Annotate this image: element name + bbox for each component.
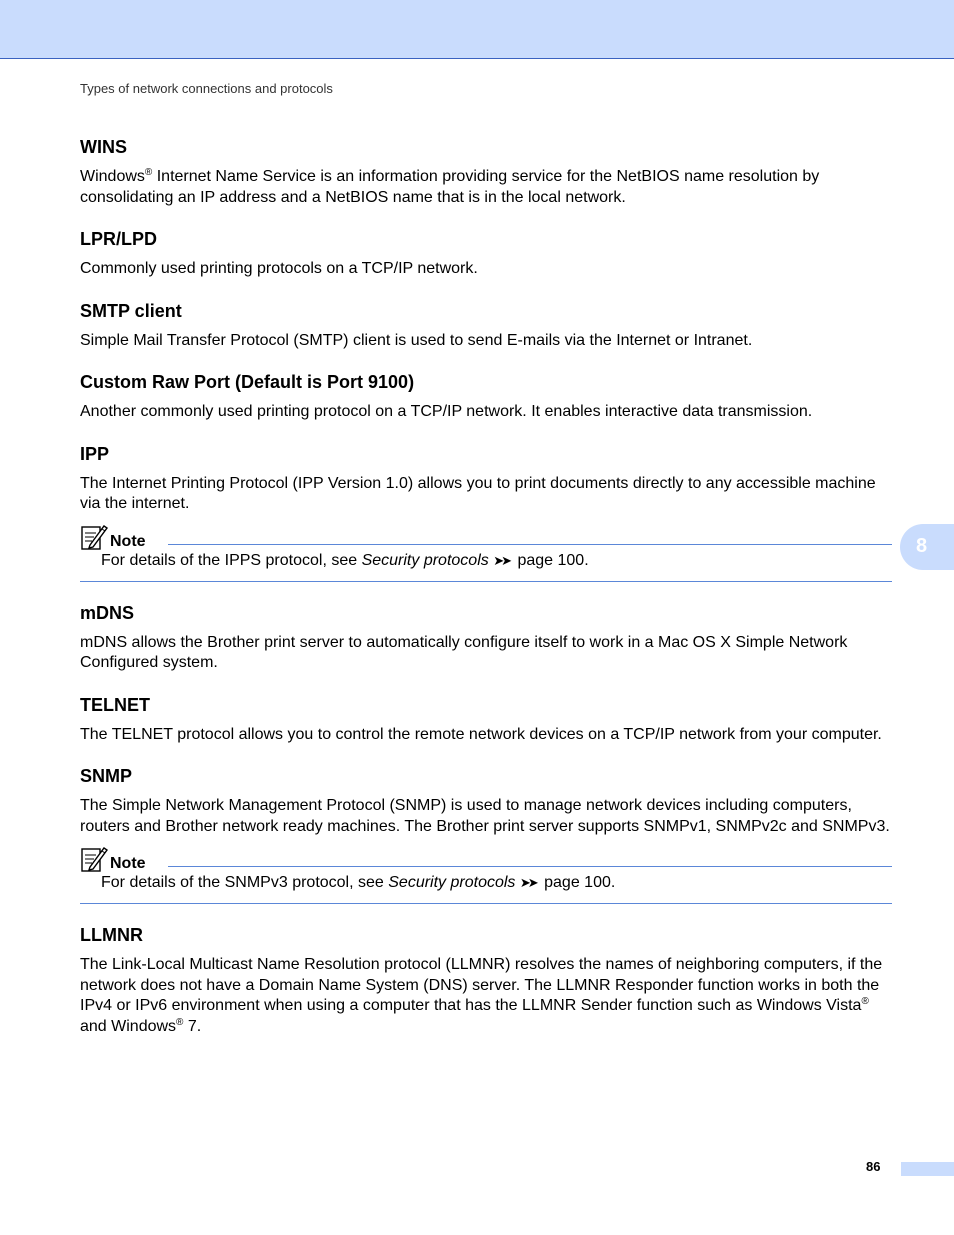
note-body (80, 551, 892, 571)
note-header (80, 527, 892, 551)
section-wins (80, 136, 892, 208)
chapter-number: 8 (916, 535, 928, 557)
note-body (80, 873, 892, 893)
section-body: Commonly used printing protocols on a TCP/IP network. (80, 260, 478, 277)
text-run: For details of the IPPS protocol, see (101, 551, 362, 569)
text-run: For details of the SNMPv3 protocol, see (101, 874, 389, 891)
note-rule (168, 544, 892, 545)
section-heading: SMTP client (80, 300, 182, 321)
text-run: The Link-Local Multicast Name Resolution protocol (LLMNR) resolves the names of neighboring computers, if the network does not have a Domain Name System (DNS) server. The LLMNR Responder function works in both the IPv4 or IPv6 environment when using a computer that has the LLMNR Sender function such as Windows Vista (80, 956, 883, 1014)
security-protocols-link[interactable]: Security protocols (361, 551, 489, 569)
note-header (80, 849, 892, 873)
section-heading: WINS (80, 137, 127, 157)
double-arrow-icon: ➤➤ (519, 875, 536, 890)
header-band (0, 0, 954, 59)
security-protocols-link[interactable]: Security protocols (388, 874, 516, 891)
section-custom-raw-port (80, 371, 892, 423)
page-number-bar (901, 1162, 954, 1176)
page-ref: page 100. (517, 551, 589, 569)
section-body: The TELNET protocol allows you to control the remote network devices on a TCP/IP network from your computer. (80, 725, 882, 743)
chapter-tab (900, 524, 954, 570)
section-llmnr (80, 924, 892, 1037)
section-heading: TELNET (80, 694, 150, 715)
section-heading: SNMP (80, 766, 133, 786)
note-ipps (80, 527, 892, 582)
section-body (80, 955, 892, 1037)
note-pencil-icon (80, 845, 108, 873)
note-snmpv3 (80, 849, 892, 904)
section-body: The Simple Network Management Protocol (SNMP) is used to manage network devices including computers, routers and Brother network ready machines. The Brother print server supports SNMPv1, SNMPv2c and SNMPv3. (80, 797, 890, 835)
section-telnet (80, 694, 892, 746)
page-content (80, 136, 892, 1057)
note-label: Note (110, 532, 146, 550)
running-header: Types of network connections and protocols (80, 81, 333, 96)
page-ref: page 100. (544, 874, 616, 891)
text-run: 7. (183, 1017, 202, 1035)
section-body: The Internet Printing Protocol (IPP Version 1.0) allows you to print documents directly to any accessible machine via the internet. (80, 474, 876, 512)
section-body: Simple Mail Transfer Protocol (SMTP) client is used to send E-mails via the Internet or Intranet. (80, 331, 753, 349)
section-body (80, 167, 892, 208)
note-pencil-icon (80, 523, 108, 551)
text-run: Internet Name Service is an information providing service for the NetBIOS name resolution by consolidating an IP address and a NetBIOS name that is in the local network. (80, 168, 820, 206)
section-heading: IPP (80, 443, 110, 464)
section-smtp-client (80, 300, 892, 352)
section-ipp (80, 443, 892, 515)
section-heading: Custom Raw Port (Default is Port 9100) (80, 372, 415, 392)
registered-mark: ® (861, 996, 869, 1007)
text-run: Windows (80, 168, 145, 185)
section-heading: mDNS (80, 602, 135, 623)
registered-mark: ® (144, 167, 153, 178)
note-rule (168, 866, 892, 867)
registered-mark: ® (176, 1016, 184, 1028)
page-number: 86 (866, 1159, 881, 1174)
section-heading: LLMNR (80, 925, 143, 945)
section-mdns (80, 602, 892, 674)
section-snmp (80, 765, 892, 837)
note-label: Note (110, 855, 146, 872)
section-lpr-lpd (80, 228, 892, 280)
section-body: mDNS allows the Brother print server to automatically configure itself to work in a Mac OS X Simple Network Configured system. (80, 633, 848, 671)
text-run: and Windows (80, 1017, 177, 1035)
section-body: Another commonly used printing protocol on a TCP/IP network. It enables interactive data transmission. (80, 403, 813, 420)
section-heading: LPR/LPD (80, 229, 158, 249)
double-arrow-icon: ➤➤ (493, 552, 509, 568)
